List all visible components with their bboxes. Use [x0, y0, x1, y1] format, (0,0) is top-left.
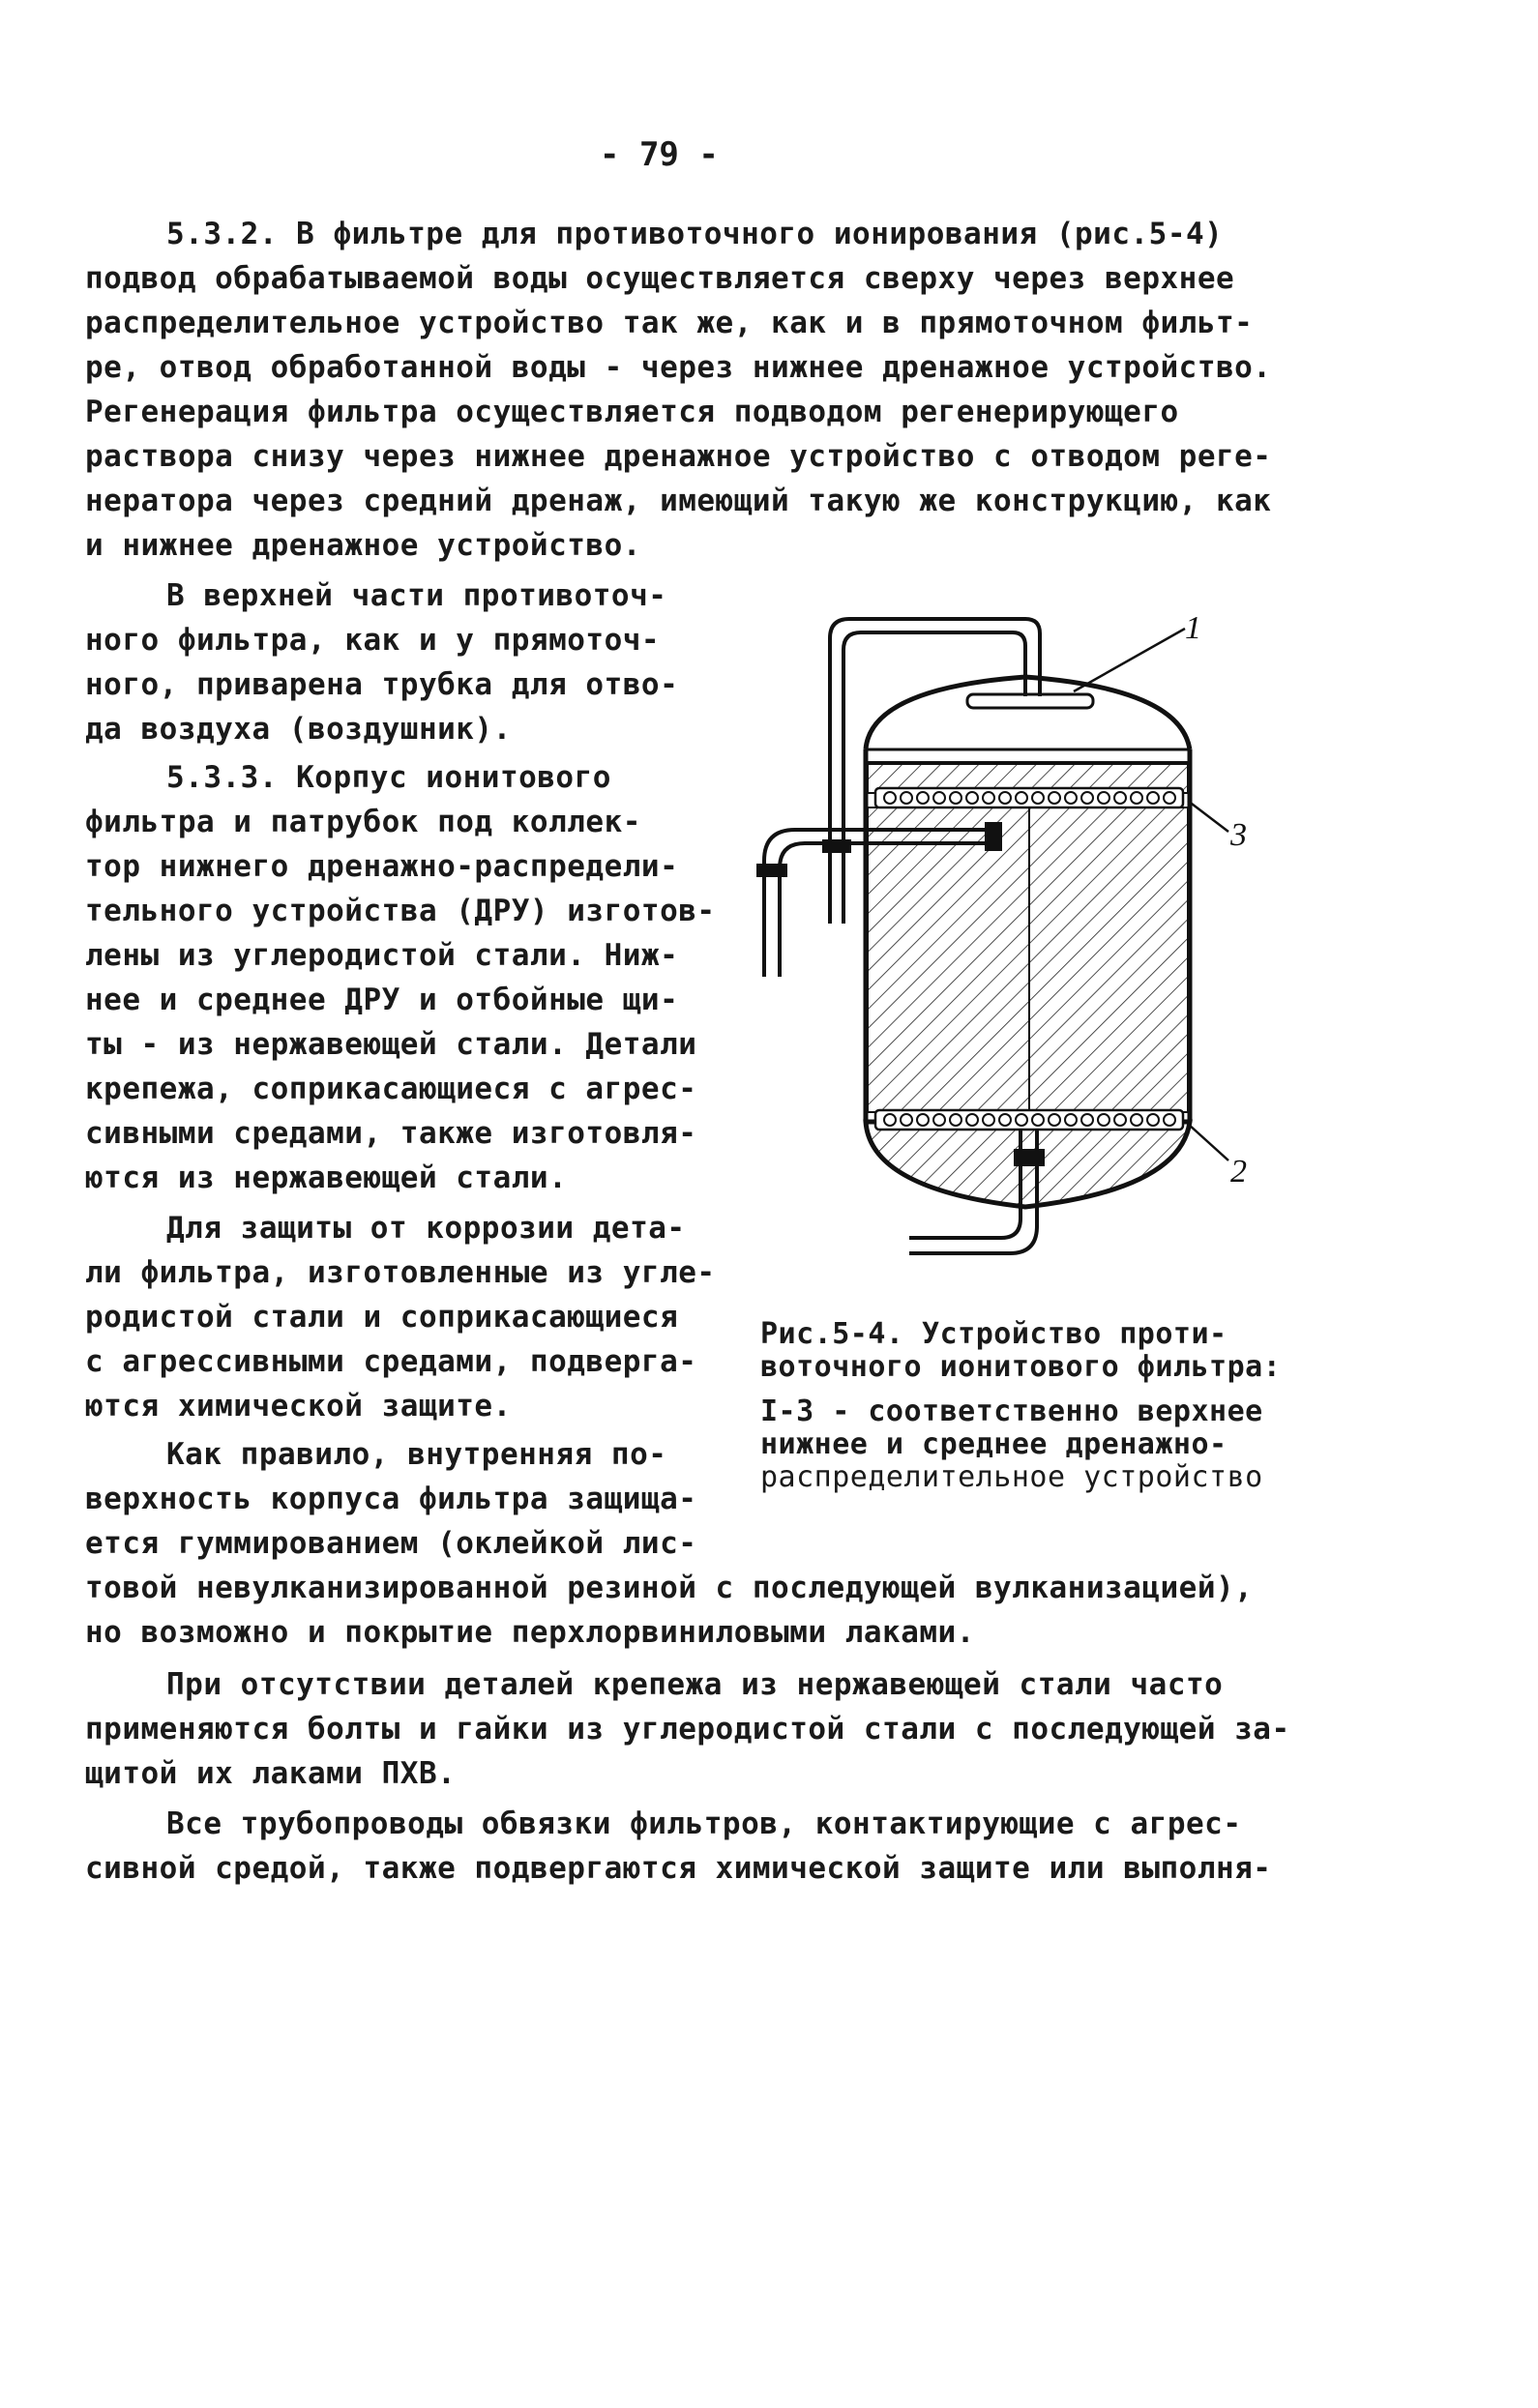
text-line: крепежа, соприкасающиеся с агрес- — [85, 1072, 697, 1106]
caption-line: нижнее и среднее дренажно- — [760, 1427, 1227, 1461]
text-line: сивными средами, также изготовля- — [85, 1116, 697, 1151]
text-line: Регенерация фильтра осуществляется подводом регенерирующего — [85, 395, 1179, 429]
label-3: 3 — [1230, 817, 1247, 853]
text-line: сивной средой, также подвергаются химической защите или выполня- — [85, 1851, 1272, 1886]
text-line: подвод обрабатываемой воды осуществляется сверху через верхнее — [85, 261, 1235, 296]
text-line: нератора через средний дренаж, имеющий такую же конструкцию, как — [85, 484, 1272, 518]
text-line: Для защиты от коррозии дета- — [166, 1211, 686, 1246]
text-line: ются химической защите. — [85, 1389, 512, 1424]
text-line: ли фильтра, изготовленные из угле- — [85, 1255, 716, 1290]
text-line: применяются болты и гайки из углеродистой стали с последующей за- — [85, 1712, 1290, 1747]
text-line: 5.3.2. В фильтре для противоточного ионирования (рис.5-4) — [166, 217, 1224, 251]
label-2: 2 — [1230, 1154, 1247, 1189]
caption-line: Рис.5-4. Устройство проти- — [760, 1317, 1227, 1351]
text-line: фильтра и патрубок под коллек- — [85, 805, 641, 839]
text-line: но возможно и покрытие перхлорвиниловыми лаками. — [85, 1615, 975, 1650]
text-line: с агрессивными средами, подверга- — [85, 1344, 697, 1379]
text-line: ется гуммированием (оклейкой лис- — [85, 1526, 697, 1561]
text-line: ты - из нержавеющей стали. Детали — [85, 1027, 697, 1062]
text-line: и нижнее дренажное устройство. — [85, 528, 641, 563]
text-line: щитой их лаками ПХВ. — [85, 1756, 457, 1791]
text-line: лены из углеродистой стали. Ниж- — [85, 938, 679, 973]
text-line: Все трубопроводы обвязки фильтров, контактирующие с агрес- — [166, 1806, 1242, 1841]
text-line: да воздуха (воздушник). — [85, 712, 512, 747]
text-line: родистой стали и соприкасающиеся — [85, 1300, 679, 1335]
text-line: нее и среднее ДРУ и отбойные щи- — [85, 983, 679, 1017]
filter-diagram — [754, 600, 1316, 1277]
middle-drain — [875, 788, 1183, 808]
text-line: распределительное устройство так же, как и в прямоточном фильт- — [85, 306, 1254, 340]
resin-bed — [868, 808, 1188, 1112]
text-line: верхность корпуса фильтра защища- — [85, 1482, 697, 1516]
caption-line: распределительное устройство — [760, 1460, 1263, 1494]
text-line: 5.3.3. Корпус ионитового — [166, 760, 611, 795]
text-line: ре, отвод обработанной воды - через нижнее дренажное устройство. — [85, 350, 1272, 385]
text-line: ного, приварена трубка для отво- — [85, 667, 679, 702]
page-number: - 79 - — [600, 135, 719, 174]
text-line: раствора снизу через нижнее дренажное устройство с отводом реге- — [85, 439, 1272, 474]
text-line: В верхней части противоточ- — [166, 578, 667, 613]
text-line: тор нижнего дренажно-распредели- — [85, 849, 679, 884]
label-1: 1 — [1185, 610, 1201, 646]
text-line: товой невулканизированной резиной с последующей вулканизацией), — [85, 1571, 1254, 1605]
text-line: тельного устройства (ДРУ) изготов- — [85, 894, 716, 928]
text-line: При отсутствии деталей крепежа из нержавеющей стали часто — [166, 1667, 1224, 1702]
text-line: Как правило, внутренняя по- — [166, 1437, 667, 1472]
text-line: ются из нержавеющей стали. — [85, 1160, 568, 1195]
bottom-drain — [875, 1110, 1183, 1130]
text-line: ного фильтра, как и у прямоточ- — [85, 623, 661, 658]
caption-line: I-3 - соответственно верхнее — [760, 1395, 1263, 1428]
caption-line: воточного ионитового фильтра: — [760, 1350, 1282, 1384]
